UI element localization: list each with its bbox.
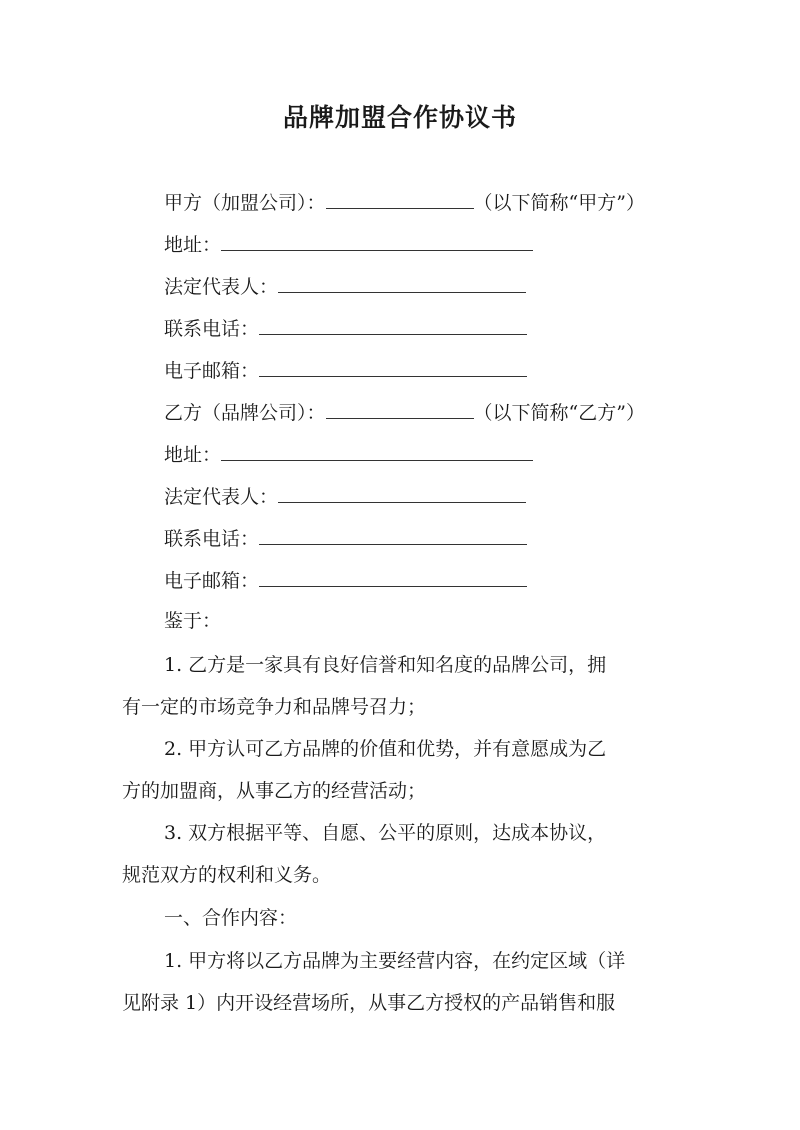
party-a-email-line: [164, 356, 527, 384]
party-a-suffix: （以下简称“甲方”）: [473, 192, 645, 214]
party-a-phone-blank[interactable]: [259, 314, 527, 335]
party-a-address-line: [164, 230, 533, 258]
party-b-phone-label: 联系电话：: [164, 528, 260, 550]
party-b-name-blank[interactable]: [326, 398, 474, 419]
party-b-rep-line: [164, 482, 526, 510]
section-1-item-1-line-2: 见附录 1）内开设经营场所，从事乙方授权的产品销售和服: [122, 992, 616, 1014]
party-b-address-blank[interactable]: [221, 440, 533, 461]
party-b-email-label: 电子邮箱：: [164, 570, 260, 592]
party-b-email-blank[interactable]: [259, 566, 527, 587]
whereas-item-3-line-1: 3. 双方根据平等、自愿、公平的原则，达成本协议，: [164, 822, 607, 844]
party-a-line: [164, 188, 645, 216]
whereas-item-1-line-1: 1. 乙方是一家具有良好信誉和知名度的品牌公司，拥: [164, 654, 607, 676]
whereas-item-3-line-2: 规范双方的权利和义务。: [122, 864, 332, 886]
party-a-email-blank[interactable]: [259, 356, 527, 377]
party-b-label: 乙方（品牌公司）：: [164, 402, 326, 424]
party-a-rep-label: 法定代表人：: [164, 276, 279, 298]
whereas-item-1-line-2: 有一定的市场竞争力和品牌号召力；: [122, 696, 427, 718]
document-title: 品牌加盟合作协议书: [282, 103, 517, 132]
party-a-label: 甲方（加盟公司）：: [164, 192, 326, 214]
section-1-heading: 一、合作内容：: [164, 907, 298, 929]
party-a-rep-blank[interactable]: [278, 272, 526, 293]
party-b-rep-label: 法定代表人：: [164, 486, 279, 508]
whereas-heading: 鉴于：: [164, 610, 222, 632]
party-b-line: [164, 398, 645, 426]
party-b-rep-blank[interactable]: [278, 482, 526, 503]
party-a-email-label: 电子邮箱：: [164, 360, 260, 382]
party-a-phone-label: 联系电话：: [164, 318, 260, 340]
party-a-address-label: 地址：: [164, 234, 222, 256]
party-a-rep-line: [164, 272, 526, 300]
party-b-phone-blank[interactable]: [259, 524, 527, 545]
party-a-address-blank[interactable]: [221, 230, 533, 251]
section-1-item-1-line-1: 1. 甲方将以乙方品牌为主要经营内容，在约定区域（详: [164, 950, 626, 972]
party-b-email-line: [164, 566, 527, 594]
whereas-item-2-line-2: 方的加盟商，从事乙方的经营活动；: [122, 780, 427, 802]
party-b-address-line: [164, 440, 533, 468]
party-b-suffix: （以下简称“乙方”）: [473, 402, 645, 424]
party-b-address-label: 地址：: [164, 444, 222, 466]
party-a-phone-line: [164, 314, 527, 342]
party-b-phone-line: [164, 524, 527, 552]
whereas-item-2-line-1: 2. 甲方认可乙方品牌的价值和优势，并有意愿成为乙: [164, 738, 607, 760]
party-a-name-blank[interactable]: [326, 188, 474, 209]
